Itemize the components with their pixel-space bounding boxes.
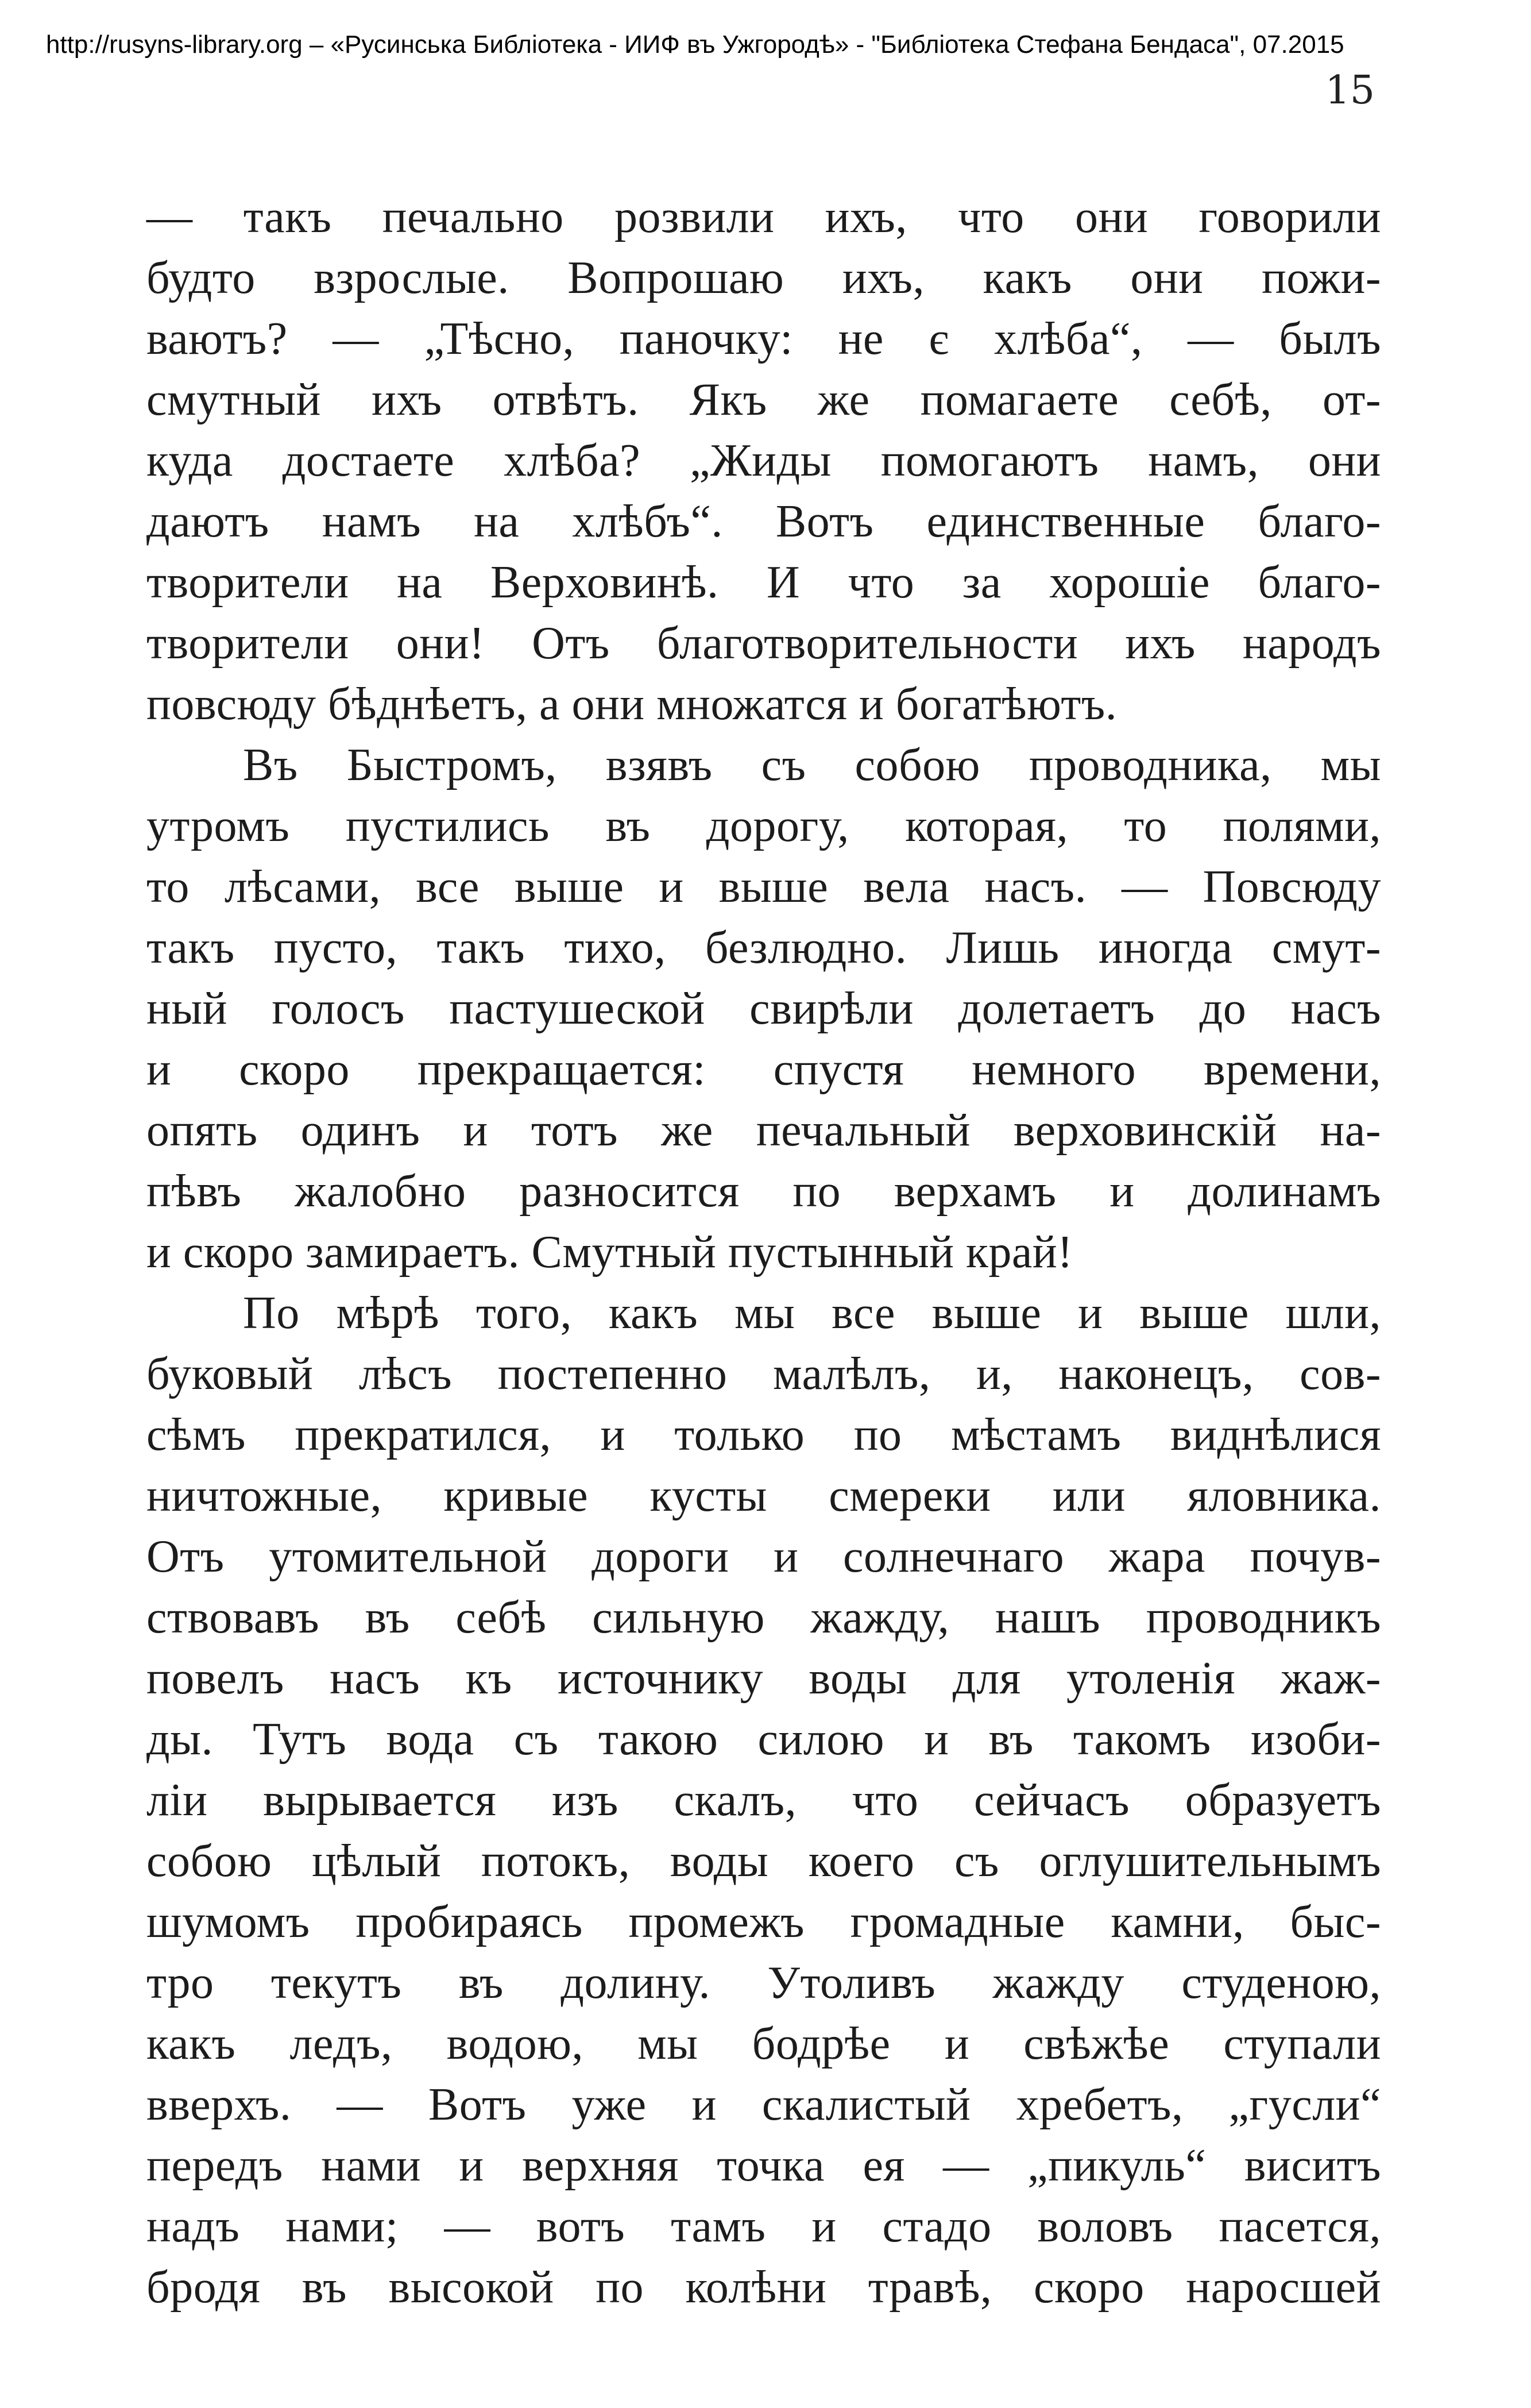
paragraph-3	[146, 1283, 1381, 2318]
text-line: ствовавъ въ себѣ сильную жажду, нашъ проводникъ	[146, 1592, 1381, 1643]
text-line: ный голосъ пастушеской свирѣли долетаетъ до насъ	[146, 983, 1381, 1034]
text-line: будто взрослые. Вопрошаю ихъ, какъ они пожи-	[146, 253, 1381, 303]
text-line: и скоро замираетъ. Смутный пустынный край!	[146, 1227, 1073, 1278]
text-body	[146, 187, 1381, 2318]
text-line: и скоро прекращается: спустя немного времени,	[146, 1044, 1381, 1095]
text-line: передъ нами и верхняя точка ея — „пикуль“ виситъ	[146, 2140, 1381, 2191]
text-line: ваютъ? — „Тѣсно, паночку: не є хлѣба“, — былъ	[146, 314, 1381, 364]
text-line: шумомъ пробираясь промежъ громадные камни, быс-	[146, 1897, 1381, 1947]
text-line: творители на Верховинѣ. И что за хорошіе благо-	[146, 557, 1381, 608]
paragraph-1	[146, 187, 1381, 735]
text-line: смутный ихъ отвѣтъ. Якъ же помагаете себѣ, от-	[146, 375, 1381, 425]
text-line: ды. Тутъ вода съ такою силою и въ такомъ изоби-	[146, 1714, 1381, 1765]
text-line: — такъ печально розвили ихъ, что они говорили	[146, 192, 1381, 242]
text-line: то лѣсами, все выше и выше вела насъ. — Повсюду	[146, 862, 1381, 912]
text-line: бродя въ высокой по колѣни травѣ, скоро наросшей	[146, 2262, 1381, 2313]
text-line: вверхъ. — Вотъ уже и скалистый хребетъ, „гусли“	[146, 2079, 1381, 2130]
text-line: Въ Быстромъ, взявъ съ собою проводника, мы	[243, 740, 1381, 790]
text-line: собою цѣлый потокъ, воды коего съ оглушительнымъ	[146, 1836, 1381, 1886]
text-line: Отъ утомительной дороги и солнечнаго жара почув-	[146, 1531, 1381, 1582]
text-line: надъ нами; — вотъ тамъ и стадо воловъ пасется,	[146, 2201, 1381, 2252]
text-line: повсюду бѣднѣетъ, а они множатся и богатѣютъ.	[146, 679, 1118, 730]
text-line: куда достаете хлѣба? „Жиды помогаютъ намъ, они	[146, 435, 1381, 486]
text-line: опять одинъ и тотъ же печальный верховинскій на-	[146, 1105, 1381, 1156]
text-line: какъ ледъ, водою, мы бодрѣе и свѣжѣе ступали	[146, 2019, 1381, 2069]
text-line: повелъ насъ къ источнику воды для утоленія жаж-	[146, 1653, 1381, 1704]
text-line: пѣвъ жалобно разносится по верхамъ и долинамъ	[146, 1166, 1381, 1217]
paragraph-2	[146, 735, 1381, 1283]
text-line: тро текутъ въ долину. Утоливъ жажду студеною,	[146, 1958, 1381, 2008]
text-line: сѣмъ прекратился, и только по мѣстамъ виднѣлися	[146, 1410, 1381, 1460]
page-number: 15	[1325, 68, 1375, 113]
text-line: ничтожные, кривые кусты смереки или яловника.	[146, 1471, 1381, 1521]
text-line: буковый лѣсъ постепенно малѣлъ, и, наконецъ, сов-	[146, 1349, 1381, 1399]
text-line: утромъ пустились въ дорогу, которая, то полями,	[146, 801, 1381, 851]
text-line: такъ пусто, такъ тихо, безлюдно. Лишь иногда смут-	[146, 923, 1381, 973]
source-header: http://rusyns-library.org – «Русинська Библіотека - ИИФ въ Ужгородѣ» - "Библіотека Стефана Бендаса", 07.2015	[46, 30, 1344, 59]
text-line: даютъ намъ на хлѣбъ“. Вотъ единственные благо-	[146, 496, 1381, 547]
text-line: По мѣрѣ того, какъ мы все выше и выше шли,	[243, 1288, 1381, 1338]
text-line: творители они! Отъ благотворительности ихъ народъ	[146, 618, 1381, 669]
text-line: ліи вырывается изъ скалъ, что сейчасъ образуетъ	[146, 1775, 1381, 1826]
